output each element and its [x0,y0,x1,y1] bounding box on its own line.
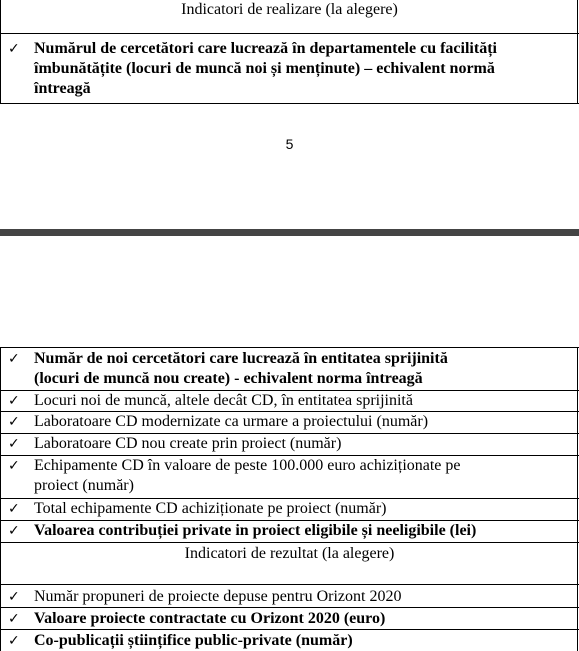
list-item [0,587,578,607]
item-line: Locuri noi de muncă, altele decât CD, în entitatea sprijinită [34,392,413,409]
check-icon: ✓ [8,611,20,627]
item-line: proiect (număr) [34,477,134,494]
table-top-border [0,347,579,348]
check-icon: ✓ [8,393,20,409]
item-line: Laboratoare CD modernizate ca urmare a proiectului (număr) [34,413,429,430]
list-item [0,631,578,651]
check-icon: ✓ [8,523,20,539]
table-bottom-border [0,103,579,104]
list-item [0,521,578,541]
realizare-header-top: Indicatori de realizare (la alegere) [181,1,398,18]
item-line: Laboratoare CD nou create prin proiect (număr) [34,435,342,452]
item-line: Număr propuneri de proiecte depuse pentru Orizont 2020 [34,588,402,605]
item-line: Total echipamente CD achiziționate pe proiect (număr) [34,500,387,517]
list-item [0,456,578,496]
check-icon: ✓ [8,589,20,605]
row-divider [0,584,579,585]
list-item [0,39,578,99]
item-line: Echipamente CD în valoare de peste 100.000 euro achiziționate pe [34,457,461,474]
list-item [0,609,578,629]
item-line: întreagă [34,80,91,97]
row-divider [0,33,579,34]
item-line: (locuri de muncă nou create) - echivalent norma întreagă [34,370,423,387]
list-item [0,391,578,411]
row-divider [0,607,579,608]
item-line: Valoare proiecte contractate cu Orizont 2020 (euro) [34,610,386,627]
item-line: Numărul de cercetători care lucrează în departamentele cu facilități [34,40,497,57]
rezultat-header: Indicatori de rezultat (la alegere) [184,545,395,562]
list-item [0,434,578,454]
item-line: Număr de noi cercetători care lucrează în entitatea sprijinită [34,350,448,367]
list-item [0,499,578,519]
row-divider [0,629,579,630]
list-item [0,412,578,432]
list-item [0,349,578,389]
item-line: Co-publicații științifice public-private (număr) [34,632,353,649]
check-icon: ✓ [8,458,20,474]
page-number: 5 [285,136,294,152]
check-icon: ✓ [8,41,20,57]
check-icon: ✓ [8,633,20,649]
row-divider [0,542,579,543]
item-line: Valoarea contribuției private in proiect eligibile și neeligibile (lei) [34,522,477,539]
check-icon: ✓ [8,414,20,430]
check-icon: ✓ [8,351,20,367]
page-separator [0,229,579,236]
item-line: îmbunătățite (locuri de muncă noi și menținute) – echivalent normă [34,60,495,77]
check-icon: ✓ [8,501,20,517]
check-icon: ✓ [8,436,20,452]
